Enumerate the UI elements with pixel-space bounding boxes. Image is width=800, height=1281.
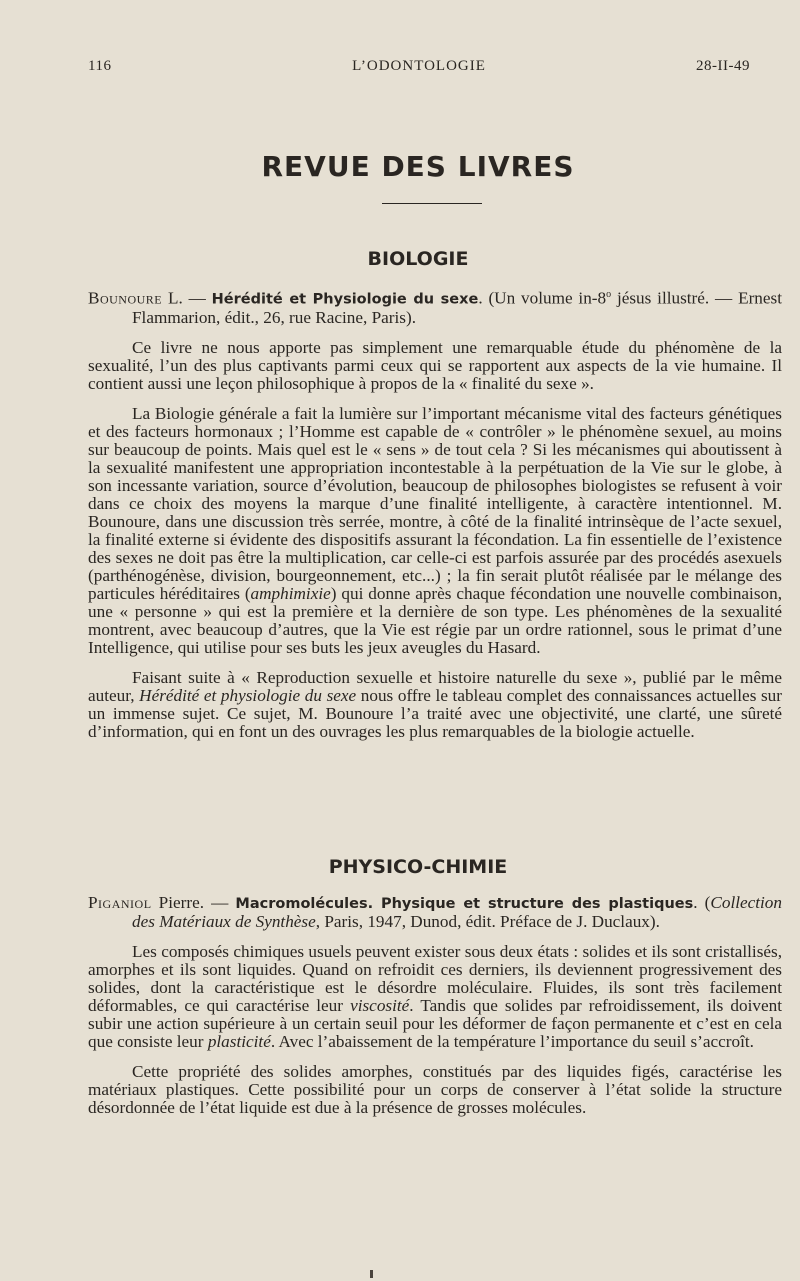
superscript: o bbox=[606, 289, 612, 300]
running-header bbox=[88, 58, 750, 78]
publication-info-rest: jésus illustré. — Ernest Flammarion, édit., 26, rue Racine, Paris). bbox=[132, 288, 782, 327]
author-surname: Bounoure bbox=[88, 288, 163, 308]
review-paragraph bbox=[88, 943, 782, 1051]
issue-date: 28-II-49 bbox=[696, 58, 750, 74]
entry-separator: — bbox=[182, 288, 212, 308]
book-title: Hérédité et Physiologie du sexe bbox=[211, 291, 479, 308]
page-number: 116 bbox=[88, 58, 112, 74]
italic-title: Hérédité et physiologie du sexe bbox=[139, 685, 357, 705]
author-surname: Piganiol bbox=[88, 893, 152, 912]
publication-info-rest: , Paris, 1947, Dunod, édit. Préface de J. Duclaux). bbox=[315, 912, 660, 931]
author-given: L. bbox=[162, 288, 183, 308]
journal-name: L’ODONTOLOGIE bbox=[352, 58, 486, 74]
italic-term: viscosité bbox=[350, 996, 410, 1015]
paragraph-text: . Tandis que solides par refroidissement, ils doivent subir une action supérieure à un certain seuil pour les déformer de façon permanente et c’est en cela que consiste leur bbox=[88, 996, 782, 1051]
review-paragraph bbox=[88, 669, 782, 741]
review-paragraph: Cette propriété des solides amorphes, constitués par des liquides figés, caractérise les matériaux plastiques. Cette possibilité pour un corps de conserver à l’état solide la structure désordonnée de l’état liquide est due à la présence de grosses molécules. bbox=[88, 1062, 782, 1117]
page-title: REVUE DES LIVRES bbox=[261, 150, 575, 183]
book-entry-bounoure bbox=[88, 286, 782, 327]
book-entry-piganiol bbox=[88, 894, 782, 931]
italic-term: amphimixie bbox=[250, 583, 331, 603]
book-title: Macromolécules. Physique et structure des plastiques bbox=[235, 896, 694, 912]
publication-info: . (Un volume in-8 bbox=[478, 288, 607, 308]
review-paragraph bbox=[88, 405, 782, 657]
paragraph-text: ) qui donne après chaque fécondation une nouvelle combinaison, une « personne » qui est la première et la dernière de son type. Les phénomènes de la sexualité montrent, avec beaucoup d’autres, que la Vie est régie par un ordre rationnel, sous le primat d’une Intelligence, qui utilise pour ses buts les jeux aveugles du Hasard. bbox=[88, 583, 782, 657]
paragraph-text: . Avec l’abaissement de la température l’importance du seuil s’accroît. bbox=[270, 1032, 754, 1051]
section-heading-biologie: BIOLOGIE bbox=[367, 248, 469, 270]
collection-name: Collection des Matériaux de Synthèse bbox=[132, 893, 782, 931]
paragraph-text: Les composés chimiques usuels peuvent exister sous deux états : solides et ils sont cristallisés, amorphes et ils sont liquides. Quand on refroidit ces derniers, ils deviennent progressivement des solides, dont la caractéristique est le désordre moléculaire. Fluides, ils sont très facilement déformables, ce qui caractérise leur bbox=[88, 942, 782, 1015]
publication-info: . ( bbox=[693, 893, 711, 912]
physico-chimie-section-text bbox=[88, 894, 782, 1117]
paragraph-text: nous offre le tableau complet des connaissances actuelles sur un immense sujet. Ce sujet, M. Bounoure l’a traité avec une objectivité, une clarté, une sûreté d’information, qui en font un des ouvrages les plus remarquables de la biologie actuelle. bbox=[88, 685, 782, 741]
section-heading-physico-chimie: PHYSICO-CHIMIE bbox=[328, 856, 508, 878]
review-paragraph: Ce livre ne nous apporte pas simplement une remarquable étude du phénomène de la sexualité, l’un des plus captivants parmi ceux qui se rapportent aux aspects de la vie humaine. Il contient aussi une leçon philosophique à propos de la « finalité du sexe ». bbox=[88, 337, 782, 393]
biologie-section-text bbox=[88, 286, 782, 741]
print-mark bbox=[370, 1270, 373, 1278]
title-rule bbox=[382, 203, 482, 204]
author-given: Pierre. bbox=[151, 893, 204, 912]
italic-term: plasticité bbox=[207, 1032, 271, 1051]
entry-separator: — bbox=[204, 893, 236, 912]
paragraph-text: La Biologie générale a fait la lumière sur l’important mécanisme vital des facteurs génétiques et des facteurs hormonaux ; l’Homme est capable de « contrôler » le phénomène sexuel, au moins sur beaucoup de points. Mais quel est le « sens » de tout cela ? Si les mécanismes qui aboutissent à la sexualité manifestent une appropriation incontestable à la perpétuation de la Vie sur le globe, à son incessante variation, source d’évolution, beaucoup de philosophes biologistes se refusent à voir dans ce choix des moyens la marque d’une finalité intelligente, à caractère intentionnel. M. Bounoure, dans une discussion très serrée, montre, à côté de la finalité intrinsèque de l’acte sexuel, la finalité externe si évidente des dispositifs assurant la fécondation. La fin essentielle de l’existence des sexes ne doit pas être la multiplication, car celle-ci est parfois assurée par des procédés asexuels (parthénogénèse, division, bourgeonnement, etc...) ; la fin serait plutôt réalisée par le mélange des particules héréditaires ( bbox=[88, 403, 782, 603]
paragraph-text: Faisant suite à « Reproduction sexuelle et histoire naturelle du sexe », publié par le même auteur, bbox=[88, 667, 782, 705]
